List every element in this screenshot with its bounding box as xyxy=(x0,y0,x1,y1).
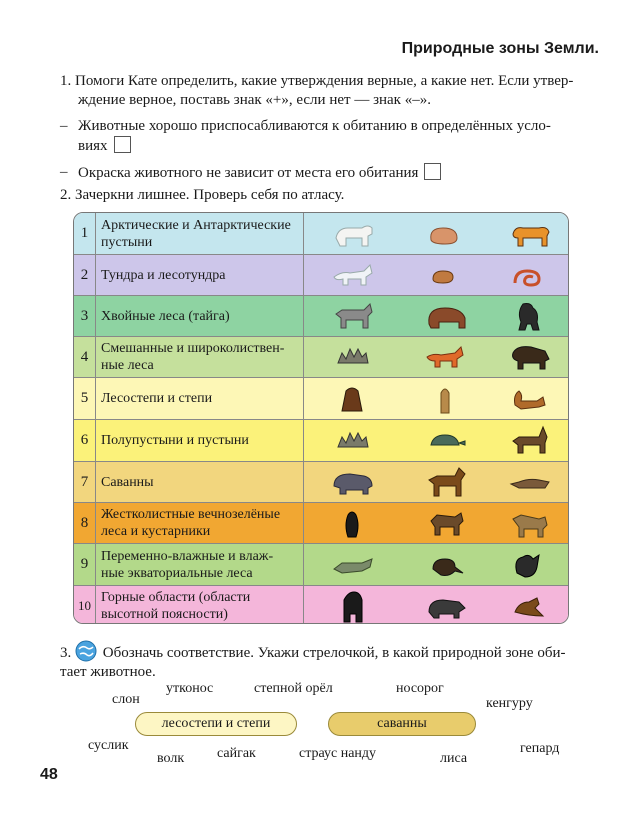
page-title: Природные зоны Земли. xyxy=(401,40,599,57)
answer-box-2[interactable] xyxy=(424,163,441,180)
zone-number: 10 xyxy=(74,586,96,624)
zone-number: 8 xyxy=(74,503,96,543)
zone-animals xyxy=(304,586,568,624)
zone-name xyxy=(96,420,304,461)
answer-box-1[interactable] xyxy=(114,136,131,153)
zone-animals xyxy=(304,213,568,254)
zone-name xyxy=(96,544,304,585)
zone-name-line-2: леса и кустарники xyxy=(101,524,211,539)
crocodile-icon[interactable] xyxy=(332,547,374,583)
zone-row xyxy=(74,544,568,586)
zone-animals xyxy=(304,337,568,377)
zone-name-line-1: Жестколистные вечнозелёные xyxy=(101,507,281,522)
word-steppe-eagle[interactable]: степной орёл xyxy=(254,681,333,696)
zone-name xyxy=(96,378,304,419)
chimpanzee-icon[interactable] xyxy=(509,298,551,334)
turtle-icon[interactable] xyxy=(425,423,467,459)
zone-number: 1 xyxy=(74,213,96,254)
bison-icon[interactable] xyxy=(509,339,551,375)
gopher-icon[interactable] xyxy=(425,381,467,417)
zone-name xyxy=(96,586,304,624)
word-platypus[interactable]: утконос xyxy=(166,681,214,696)
zone-row xyxy=(74,503,568,544)
zone-name xyxy=(96,337,304,377)
zone-number: 7 xyxy=(74,462,96,502)
zone-name-line-1: Хвойные леса (тайга) xyxy=(101,308,230,324)
zone-number: 4 xyxy=(74,337,96,377)
zone-name-line-1: Лесостепи и степи xyxy=(101,391,213,406)
zone-animals xyxy=(304,255,568,295)
statement-dash: – xyxy=(60,164,68,180)
zone-name-line-2: ные леса xyxy=(101,358,154,373)
task-1-line-2: ждение верное, поставь знак «+», если нет — знак «–». xyxy=(78,92,431,108)
task-3-line-1: Обозначь соответствие. Укажи стрелочкой, в какой природной зоне оби- xyxy=(102,645,566,661)
word-kangaroo[interactable]: кенгуру xyxy=(486,696,533,711)
zone-name-line-2: высотной поясности) xyxy=(101,606,228,622)
black-bear-icon[interactable] xyxy=(332,588,374,624)
task-1-number: 1. xyxy=(60,73,72,89)
zone-name-line-1: Горные области (области xyxy=(101,589,251,605)
snake-icon[interactable] xyxy=(509,257,551,293)
zone-pill-forest-steppe[interactable]: лесостепи и степи xyxy=(135,712,297,736)
zone-name-line-1: Переменно-влажные и влаж- xyxy=(101,548,274,564)
word-cheetah[interactable]: гепард xyxy=(520,741,560,756)
word-rhino[interactable]: носорог xyxy=(396,681,444,696)
task-1-line-1: Помоги Кате определить, какие утверждения верные, а какие нет. Если утвер- xyxy=(75,73,574,89)
statement-dash: – xyxy=(60,118,68,134)
word-elephant[interactable]: слон xyxy=(112,692,140,707)
zone-row xyxy=(74,420,568,462)
task-2-number: 2. xyxy=(60,187,72,203)
hedgehog-icon[interactable] xyxy=(332,339,374,375)
zone-name xyxy=(96,296,304,336)
kiwi-icon[interactable] xyxy=(425,547,467,583)
bird-icon[interactable] xyxy=(509,588,551,624)
zone-name-line-1: Полупустыни и пустыни xyxy=(101,433,249,448)
zone-number: 9 xyxy=(74,544,96,585)
zone-name-line-2: пустыни xyxy=(101,234,153,250)
zone-animals xyxy=(304,462,568,502)
zone-name-line-1: Смешанные и широколиствен- xyxy=(101,341,285,356)
word-saiga[interactable]: сайгак xyxy=(217,746,256,761)
statement-2 xyxy=(60,163,590,183)
task-3-number: 3. xyxy=(60,645,72,661)
hippo-icon[interactable] xyxy=(332,464,374,500)
statement-2-text: Окраска животного не зависит от места его обитания xyxy=(78,165,419,181)
zone-row xyxy=(74,586,568,624)
zone-animals xyxy=(304,296,568,336)
zone-animals xyxy=(304,378,568,419)
zone-name-line-1: Саванны xyxy=(101,474,154,490)
zones-table xyxy=(73,212,569,624)
zone-name xyxy=(96,503,304,543)
fox-icon[interactable] xyxy=(425,339,467,375)
word-gopher[interactable]: суслик xyxy=(88,738,129,753)
zone-animals xyxy=(304,503,568,543)
zone-number: 6 xyxy=(74,420,96,461)
lemming-icon[interactable] xyxy=(425,257,467,293)
word-rhea[interactable]: страус нанду xyxy=(299,746,377,761)
zone-animals xyxy=(304,544,568,585)
task-2 xyxy=(60,186,590,205)
brown-bear-icon[interactable] xyxy=(425,298,467,334)
reindeer-icon[interactable] xyxy=(509,423,551,459)
task-2-text: Зачеркни лишнее. Проверь себя по атласу. xyxy=(75,187,345,203)
zone-name-line-1: Арктические и Антарктические xyxy=(101,217,291,233)
task-1 xyxy=(60,72,590,183)
penguin-icon[interactable] xyxy=(332,505,374,541)
word-wolf[interactable]: волк xyxy=(157,751,185,766)
zone-name-line-2: ные экваториальные леса xyxy=(101,565,253,581)
moose-icon[interactable] xyxy=(425,464,467,500)
zone-number: 5 xyxy=(74,378,96,419)
page-number: 48 xyxy=(40,766,58,783)
zone-row xyxy=(74,378,568,420)
turkey-icon[interactable] xyxy=(509,547,551,583)
statement-1-line-1: Животные хорошо приспосабливаются к обитанию в определённых усло- xyxy=(78,118,551,134)
task-3 xyxy=(60,640,590,682)
zone-number: 2 xyxy=(74,255,96,295)
zone-name xyxy=(96,462,304,502)
wolf-icon[interactable] xyxy=(332,298,374,334)
platypus-icon[interactable] xyxy=(509,464,551,500)
zone-row xyxy=(74,462,568,503)
eagle-icon[interactable] xyxy=(332,381,374,417)
arctic-fox-icon[interactable] xyxy=(332,257,374,293)
hamster-icon[interactable] xyxy=(425,216,467,252)
hedgehog-icon[interactable] xyxy=(332,423,374,459)
polar-bear-icon[interactable] xyxy=(332,216,374,252)
zone-number: 3 xyxy=(74,296,96,336)
zone-animals xyxy=(304,420,568,461)
zone-name xyxy=(96,255,304,295)
globe-icon xyxy=(75,640,97,662)
statement-1-line-2: виях xyxy=(78,138,108,154)
zone-pill-savanna[interactable]: саванны xyxy=(328,712,476,736)
badger-icon[interactable] xyxy=(425,588,467,624)
zone-name-line-1: Тундра и лесотундра xyxy=(101,267,226,283)
task-3-line-2: тает животное. xyxy=(60,664,156,680)
task-1-text xyxy=(60,72,590,91)
zone-row xyxy=(74,296,568,337)
goat-icon[interactable] xyxy=(425,505,467,541)
zone-row xyxy=(74,255,568,296)
zone-row xyxy=(74,337,568,378)
squirrel-icon[interactable] xyxy=(509,381,551,417)
zone-row xyxy=(74,213,568,255)
word-fox[interactable]: лиса xyxy=(440,751,468,766)
hyena-icon[interactable] xyxy=(509,505,551,541)
tiger-icon[interactable] xyxy=(509,216,551,252)
statement-1 xyxy=(60,117,590,156)
zone-name xyxy=(96,213,304,254)
